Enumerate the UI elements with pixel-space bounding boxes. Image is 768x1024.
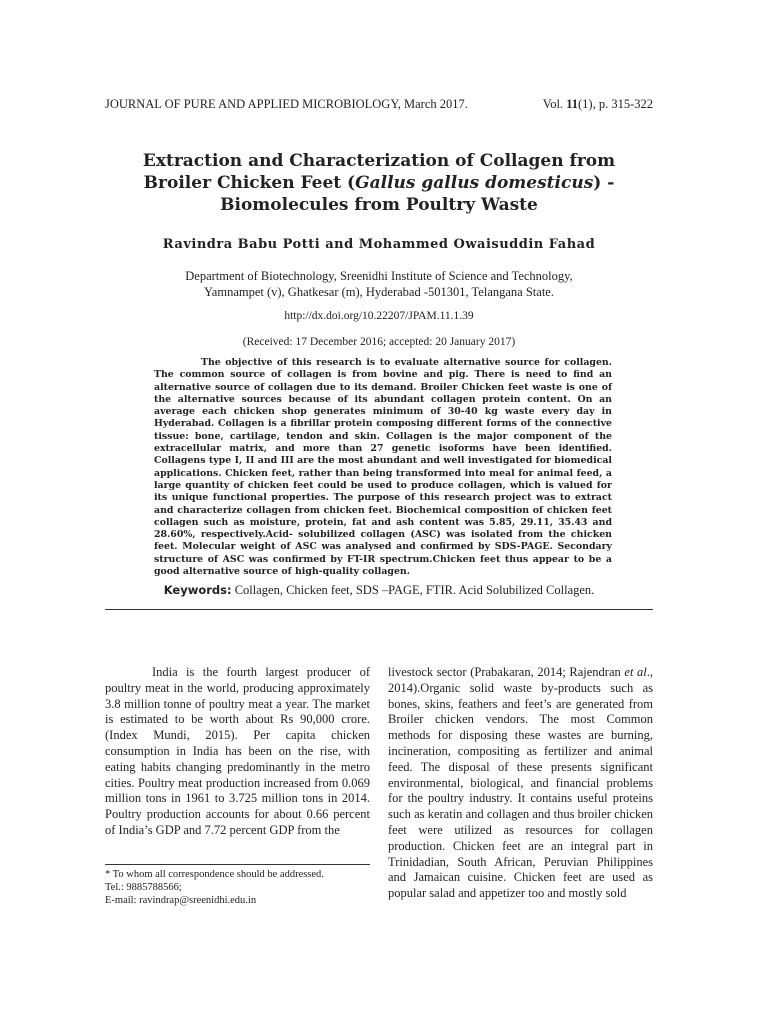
section-divider xyxy=(105,609,653,610)
keywords-label: Keywords: xyxy=(163,583,232,597)
title-line-1: Extraction and Characterization of Collagen from xyxy=(142,151,616,171)
title-line-2 xyxy=(105,172,653,194)
author-list: Ravindra Babu Potti and Mohammed Owaisuddin Fahad xyxy=(162,237,596,252)
body-column-left: India is the fourth largest producer of poultry meat in the world, producing approximately 3.8 million tonne of poultry meat a year. The market is estimated to be worth about Rs 90,000 crore. (Index Mundi, 2015). Per capita chicken consumption in India has been on the rise, with eating habits changing predominantly in the metro cities. Poultry meat production increased from 0.069 million tons in 1961 to 3.725 million tons in 2014. Poultry production accounts for about 0.66 percent of India’s GDP and 7.72 percent GDP from the xyxy=(105,665,370,837)
body-right-pre: livestock sector (Prabakaran, 2014; Rajendran xyxy=(388,665,625,679)
footnote-email: E-mail: ravindrap@sreenidhi.edu.in xyxy=(105,895,257,906)
volume-number: 11 xyxy=(566,97,578,111)
keywords xyxy=(105,583,653,598)
paper-title xyxy=(105,150,653,216)
body-column-right xyxy=(388,665,653,902)
affiliation-line-2: Yamnampet (v), Ghatkesar (m), Hyderabad -501301, Telangana State. xyxy=(204,285,554,299)
received-dates: (Received: 17 December 2016; accepted: 20 January 2017) xyxy=(242,336,516,348)
volume-suffix: (1), p. 315-322 xyxy=(578,97,653,111)
volume-prefix: Vol. xyxy=(542,97,567,111)
footnote xyxy=(105,868,370,907)
title-line-3: Biomolecules from Poultry Waste xyxy=(220,195,538,215)
affiliation-line-1: Department of Biotechnology, Sreenidhi Institute of Science and Technology, xyxy=(185,269,573,283)
footnote-divider xyxy=(105,864,370,865)
body-right-post: ., 2014).Organic solid waste by-products such as bones, skins, feathers and feet’s are generated from Broiler chicken vendors. The most Common methods for disposing these wastes are burning, incineration, compositing as fertilizer and animal feed. The disposal of these presents significant environmental, biological, and financial problems for the poultry industry. It contains useful proteins such as keratin and collagen and thus broiler chicken feet were utilized as resources for collagen production. Chicken feet are an integral part in Trinidadian, South African, Peruvian Philippines and Jamaican cuisine. Chicken feet are used as popular salad and appetizer too and mostly sold xyxy=(388,665,653,901)
body-right-italic: et al xyxy=(624,665,647,679)
title-species: Gallus gallus domesticus xyxy=(355,173,594,193)
volume-info xyxy=(543,97,653,112)
doi-link[interactable]: http://dx.doi.org/10.22207/JPAM.11.1.39 xyxy=(284,310,474,322)
keywords-text: Collagen, Chicken feet, SDS –PAGE, FTIR. Acid Solubilized Collagen. xyxy=(231,583,595,597)
abstract: The objective of this research is to evaluate alternative source for collagen. The common source of collagen is from bovine and pig. There is need to find an alternative source of collagen due to its demand. Broiler Chicken feet waste is one of the alternative sources because of its abundant collagen protein content. On an average each chicken shop generates minimum of 30-40 kg waste every day in Hyderabad. Collagen is a fibrillar protein composing different forms of the connective tissue: bone, cartilage, tendon and skin. Collagen is the major component of the extracellular matrix, and more than 27 genetic isoforms have been identified. Collagens type I, II and III are the most abundant and well investigated for biomedical applications. Chicken feet, rather than being transformed into meal for animal feed, a large quantity of chicken feet could be used to produce collagen, which is valued for its unique functional properties. The purpose of this research project was to extract and characterize collagen from chicken feet. Biochemical composition of chicken feet collagen such as moisture, protein, fat and ash content was 5.85, 29.11, 35.43 and 28.60%, respectively.Acid- solubilized collagen (ASC) was isolated from the chicken feet. Molecular weight of ASC was analysed and confirmed by SDS-PAGE. Secondary structure of ASC was confirmed by FT-IR spectrum.Chicken feet thus appear to be a good alternative source of high-quality collagen. xyxy=(154,357,612,578)
title-line-2-pre: Broiler Chicken Feet ( xyxy=(143,173,356,193)
title-line-2-post: ) - xyxy=(593,173,615,193)
journal-name: JOURNAL OF PURE AND APPLIED MICROBIOLOGY, March 2017. xyxy=(105,97,468,111)
footnote-phone: Tel.: 9885788566; xyxy=(105,882,182,893)
footnote-correspondence: * To whom all correspondence should be addressed. xyxy=(105,869,324,880)
affiliation xyxy=(105,268,653,300)
